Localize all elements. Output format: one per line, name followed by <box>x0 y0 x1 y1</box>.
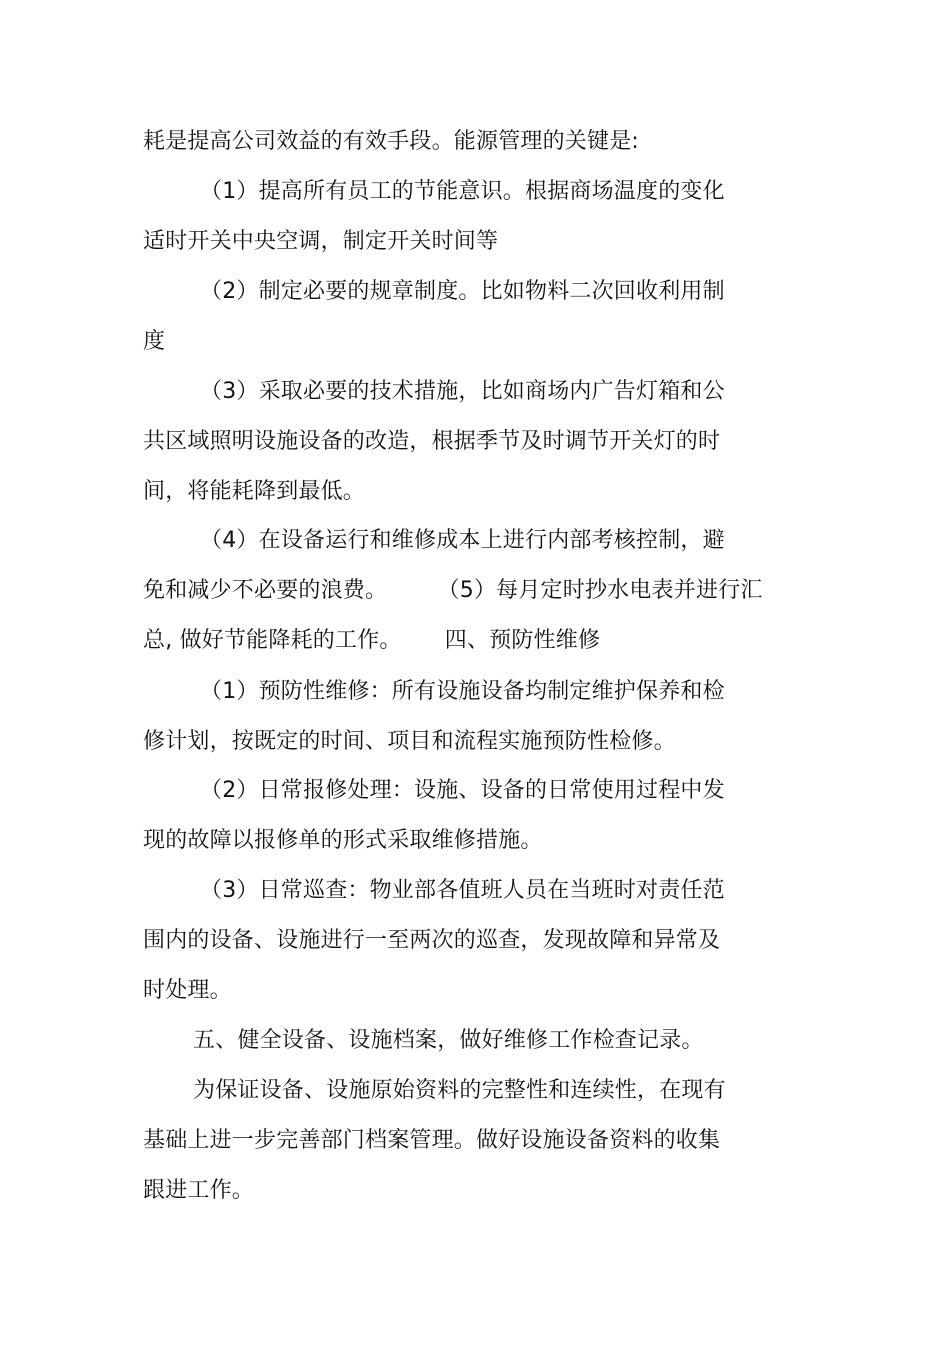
text-line-22: 跟进工作。 <box>143 1178 255 1203</box>
text-line-4: （2）制定必要的规章制度。比如物料二次回收利用制 <box>200 279 725 304</box>
text-line-21: 基础上进一步完善部门档案管理。做好设施设备资料的收集 <box>143 1128 721 1153</box>
text-line-10: 免和减少不必要的浪费。 （5）每月定时抄水电表并进行汇 <box>143 578 763 603</box>
text-line-20: 为保证设备、设施原始资料的完整性和连续性，在现有 <box>193 1078 726 1103</box>
text-line-11: 总, 做好节能降耗的工作。 四、预防性维修 <box>143 628 601 653</box>
text-line-13: 修计划，按既定的时间、项目和流程实施预防性检修。 <box>143 729 676 754</box>
text-line-7: 共区域照明设施设备的改造，根据季节及时调节开关灯的时 <box>143 429 721 454</box>
text-line-2: （1）提高所有员工的节能意识。根据商场温度的变化 <box>200 179 725 204</box>
text-line-3: 适时开关中央空调，制定开关时间等 <box>143 229 499 254</box>
text-line-5: 度 <box>143 329 166 354</box>
text-line-6: （3）采取必要的技术措施，比如商场内广告灯箱和公 <box>200 379 725 404</box>
text-line-8: 间，将能耗降到最低。 <box>143 479 366 504</box>
text-line-1: 耗是提高公司效益的有效手段。能源管理的关键是: <box>143 129 640 154</box>
text-line-9: （4）在设备运行和维修成本上进行内部考核控制，避 <box>200 528 725 553</box>
text-line-16: （3）日常巡查：物业部各值班人员在当班时对责任范 <box>200 878 725 903</box>
text-line-15: 现的故障以报修单的形式采取维修措施。 <box>143 828 543 853</box>
text-line-14: （2）日常报修处理：设施、设备的日常使用过程中发 <box>200 778 725 803</box>
text-line-19: 五、健全设备、设施档案，做好维修工作检查记录。 <box>193 1028 704 1053</box>
text-line-17: 围内的设备、设施进行一至两次的巡查，发现故障和异常及 <box>143 928 721 953</box>
text-line-12: （1）预防性维修：所有设施设备均制定维护保养和检 <box>200 679 725 704</box>
text-line-18: 时处理。 <box>143 978 232 1003</box>
